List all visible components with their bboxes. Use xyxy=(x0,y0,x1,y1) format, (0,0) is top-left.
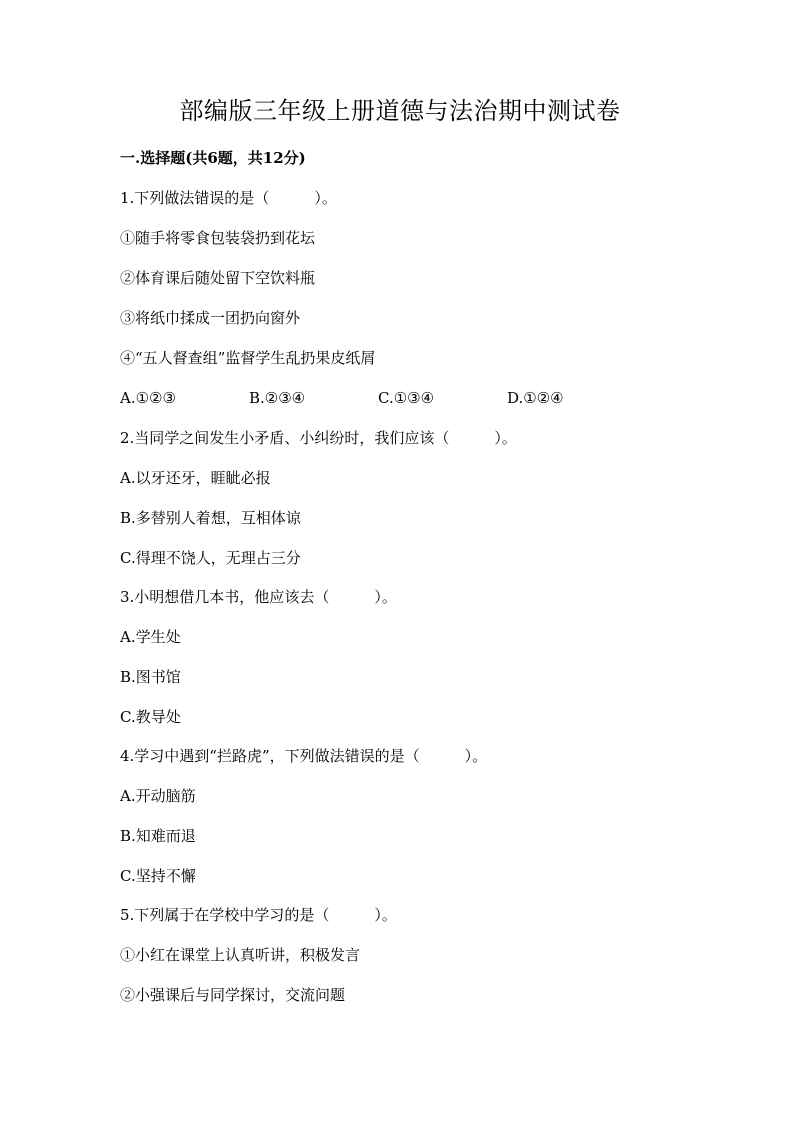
question-2-option-c: C.得理不饶人，无理占三分 xyxy=(120,549,301,567)
question-4-option-b: B.知难而退 xyxy=(120,827,196,845)
question-3-stem: 3.小明想借几本书，他应该去（ ）。 xyxy=(120,588,397,606)
question-4-option-c: C.坚持不懈 xyxy=(120,867,196,885)
question-1-stem: 1.下列做法错误的是（ ）。 xyxy=(120,189,337,207)
question-1-option-b: B.②③④ xyxy=(249,389,306,407)
question-1-item: ②体育课后随处留下空饮料瓶 xyxy=(120,269,316,287)
question-3-option-c: C.教导处 xyxy=(120,708,181,726)
question-2-stem: 2.当同学之间发生小矛盾、小纠纷时，我们应该（ ）。 xyxy=(120,429,517,447)
question-1-option-c: C.①③④ xyxy=(378,389,435,407)
question-1-option-a: A.①②③ xyxy=(120,389,176,407)
question-5-item: ②小强课后与同学探讨，交流问题 xyxy=(120,986,346,1004)
question-5-stem: 5.下列属于在学校中学习的是（ ）。 xyxy=(120,906,397,924)
page-title: 部编版三年级上册道德与法治期中测试卷 xyxy=(179,97,621,125)
question-4-stem: 4.学习中遇到“拦路虎”，下列做法错误的是（ ）。 xyxy=(120,747,488,765)
question-3-option-b: B.图书馆 xyxy=(120,668,181,686)
section-heading: 一.选择题(共6题，共12分) xyxy=(120,149,306,167)
question-2-option-a: A.以牙还牙，睚眦必报 xyxy=(120,469,271,487)
question-1-item: ①随手将零食包装袋扔到花坛 xyxy=(120,229,316,247)
question-1-item: ③将纸巾揉成一团扔向窗外 xyxy=(120,309,301,327)
question-3-option-a: A.学生处 xyxy=(120,628,181,646)
question-1-option-d: D.①②④ xyxy=(507,389,564,407)
question-1-item: ④“五人督查组”监督学生乱扔果皮纸屑 xyxy=(120,349,376,367)
question-4-option-a: A.开动脑筋 xyxy=(120,787,196,805)
question-5-item: ①小红在课堂上认真听讲，积极发言 xyxy=(120,946,361,964)
question-2-option-b: B.多替别人着想，互相体谅 xyxy=(120,509,301,527)
